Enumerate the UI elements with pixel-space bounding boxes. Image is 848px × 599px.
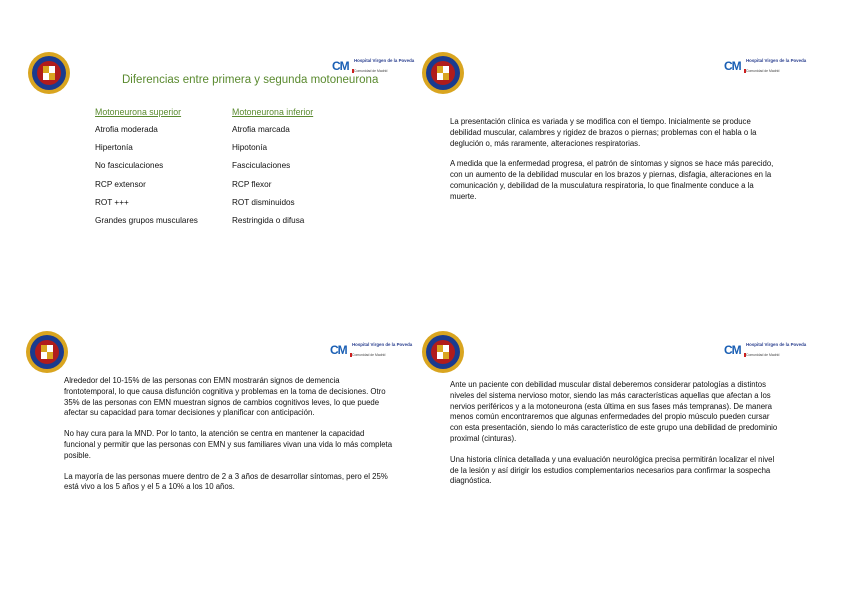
- list-item: Fasciculaciones: [232, 161, 291, 171]
- list-item: Restringida o difusa: [232, 215, 305, 225]
- slide-3: [0, 299, 424, 598]
- paragraph: A medida que la enfermedad progresa, el patrón de síntomas y signos se hace más parecido, con un aumento de la debilidad muscular en los brazos y piernas, disfagia, alteraciones en la comunicación y, debilidad de la musculatura respiratoria, lo que finalmente conduce a la muerte.: [450, 159, 774, 201]
- hospital-name: Hospital Virgen de la Poveda: [746, 342, 807, 347]
- hospital-logo-icon: CM: [724, 343, 741, 357]
- list-item: No fasciculaciones: [95, 161, 164, 171]
- hospital-logo-icon: CM: [332, 59, 349, 73]
- slide-body-text: [64, 376, 394, 503]
- university-seal-icon: [421, 51, 465, 95]
- university-seal-icon: [27, 51, 71, 95]
- paragraph: Ante un paciente con debilidad muscular distal deberemos considerar patologías a distintos niveles del sistema nervioso motor, siendo las más características aquellas que afectan a los nervios periféricos y a la motoneurona (esta última en sus fases más tempranas). De manera menos común encontraremos que algunas enfermedades del propio músculo pueden cursar con esta presentación, siendo lo más característico de este grupo una debilidad de predominio proximal (cinturas).: [450, 380, 778, 443]
- list-item: ROT +++: [95, 197, 129, 207]
- hospital-logo-icon: CM: [330, 343, 347, 357]
- paragraph: La mayoría de las personas muere dentro de 2 a 3 años de desarrollar síntomas, pero el 25% está vivo a los 5 años y el 5 a 10% a los 10 años.: [64, 471, 388, 492]
- column-upper-motor-neuron: [95, 107, 198, 233]
- slide-1: [0, 0, 424, 299]
- column-lower-motor-neuron: [232, 107, 313, 233]
- slide-body-text: [450, 117, 780, 213]
- list-item: ROT disminuidos: [232, 197, 295, 207]
- slide-body-text: [450, 380, 780, 497]
- university-seal-icon: [421, 330, 465, 374]
- list-item: RCP extensor: [95, 179, 146, 189]
- paragraph: La presentación clínica es variada y se modifica con el tiempo. Inicialmente se produce debilidad muscular, calambres y rigidez de brazos o piernas; problemas con el habla o la deglución o, más raramente, alteraciones respiratorias.: [450, 117, 757, 148]
- list-item: Atrofia moderada: [95, 125, 158, 134]
- slide-title: Diferencias entre primera y segunda motoneurona: [122, 74, 379, 86]
- hospital-sub: Comunidad de Madrid: [746, 353, 780, 357]
- slide-2: [424, 0, 848, 299]
- hospital-name: Hospital Virgen de la Poveda: [352, 342, 413, 347]
- list-item: Hipertonía: [95, 143, 133, 153]
- hospital-logo: [724, 56, 807, 78]
- hospital-sub: Comunidad de Madrid: [352, 353, 386, 357]
- list-item: RCP flexor: [232, 179, 272, 189]
- slide-4: [424, 299, 848, 598]
- paragraph: Una historia clínica detallada y una evaluación neurológica precisa permitirán localizar el nivel de la lesión y así dirigir los estudios complementarios necesarios para confirmar la sospecha diagnóstica.: [450, 454, 775, 486]
- hospital-name: Hospital Virgen de la Poveda: [746, 58, 807, 63]
- hospital-name: Hospital Virgen de la Poveda: [354, 58, 415, 63]
- column-header: Motoneurona superior: [95, 107, 182, 117]
- paragraph: No hay cura para la MND. Por lo tanto, la atención se centra en mantener la capacidad funcional y permitir que las personas con EMN y sus familiares vivan una vida lo más completa posible.: [64, 429, 393, 460]
- list-item: Hipotonía: [232, 143, 268, 153]
- university-seal-icon: [25, 330, 69, 374]
- hospital-logo: [724, 340, 807, 362]
- list-item: Grandes grupos musculares: [95, 215, 198, 225]
- paragraph: Alrededor del 10-15% de las personas con EMN mostrarán signos de demencia frontotemporal, lo que causa disfunción cognitiva y problemas en la toma de decisiones. Otro 35% de las personas con EMN muestran signos de cambios cognitivos leves, lo que puede afectar su capacidad para tomar decisiones y planificar con anticipación.: [64, 376, 386, 418]
- hospital-sub: Comunidad de Madrid: [354, 69, 388, 73]
- column-header: Motoneurona inferior: [232, 107, 314, 117]
- hospital-logo-icon: CM: [724, 59, 741, 73]
- hospital-sub: Comunidad de Madrid: [746, 69, 780, 73]
- list-item: Atrofia marcada: [232, 125, 290, 134]
- hospital-logo: [330, 340, 413, 362]
